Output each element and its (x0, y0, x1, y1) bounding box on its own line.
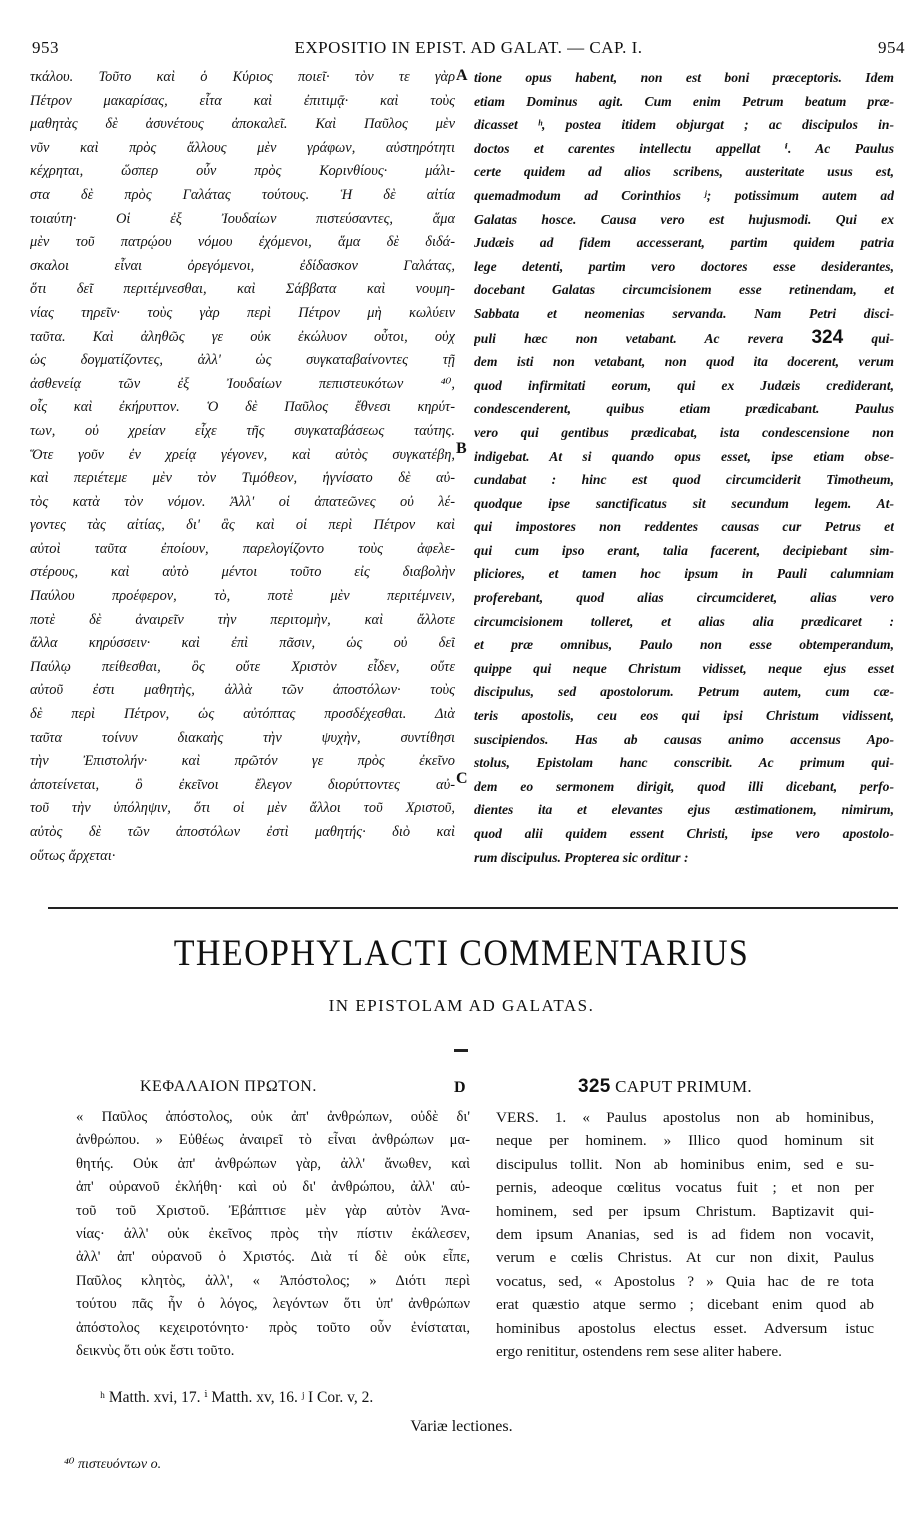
greek-line: τοῦ τὴν ὑπόληψιν, ὅτι οἱ μὲν ἄλλοι τοῦ Χριστοῦ, (30, 800, 455, 817)
greek-line: ποτὲ δὲ ἀναιρεῖν τὴν περιτομὴν, καὶ ἄλλοτε (30, 611, 455, 628)
latin-line: neque per hominem. » Illico quod hominum sit (496, 1132, 874, 1150)
latin-line: puli hæc non vetabant. Ac revera 324 qui- (474, 326, 894, 348)
greek-line: ἀσθενείᾳ τῶν ἐξ Ἰουδαίων πεπιστευκότων ⁴⁰, (30, 375, 455, 392)
latin-line: etiam Dominus agit. Cum enim Petrum beatum præ- (474, 93, 894, 109)
variae-lectiones-heading: Variæ lectiones. (410, 1418, 513, 1435)
margin-marker-d: D (454, 1079, 466, 1096)
latin-line: ergo renititur, ostendens rem sese aliter habere. (496, 1343, 782, 1361)
greek-line: σκαλοι εἶναι ὀρεγόμενοι, ἐδίδασκον Γαλάτας, (30, 257, 455, 274)
latin-line: tione opus habent, non est boni præceptoris. Idem (474, 70, 894, 85)
greek-column-top (30, 66, 455, 886)
greek-line: μὲν τοῦ πατρῴου νόμου ἐχόμενοι, ἅμα δὲ διδά- (30, 234, 455, 251)
chapter-heading-latin-text: CAPUT PRIMUM. (615, 1077, 752, 1096)
greek-line: ἀπόστολος κεχειροτόνητο· πρὸς τοῦτο οὖν ἐνίσταται, (76, 1319, 470, 1336)
greek-line: ἀπ' οὐρανοῦ ἐκλήθη· καὶ οὐ δι' ἀνθρώπου, ἀλλ' αὐ- (76, 1179, 470, 1196)
greek-line: τὴν Ἐπιστολήν· καὶ πρῶτόν γε πρὸς ἐκεῖνο (30, 753, 455, 770)
latin-line: quod infirmitati eorum, qui ex Judæis crediderant, (474, 377, 894, 393)
latin-line: discipulus, sed apostolorum. Petrum autem, cum cæ- (474, 684, 894, 700)
greek-line: ἀλλ' ἀπ' οὐρανοῦ ὁ Χριστός. Διὰ τί δὲ οὐκ εἶπε, (76, 1249, 470, 1266)
latin-line: Galatas hosce. Causa vero est hujusmodi. Qui ex (474, 211, 894, 227)
latin-line: pernis, adeoque cœlitus vocatus fuit ; et non per (496, 1179, 874, 1197)
latin-line: rum discipulus. Propterea sic orditur : (474, 849, 689, 865)
greek-line: οὕτως ἄρχεται· (30, 847, 116, 864)
latin-column-top (474, 66, 894, 886)
commentary-subtitle: IN EPISTOLAM AD GALATAS. (328, 996, 595, 1015)
greek-line: ἄλλα κηρύσσειν· καὶ ἐπὶ πᾶσιν, ὡς οὐ δεῖ (30, 635, 455, 652)
greek-line: τὸς κατὰ τὸν νόμον. Ἀλλ' οἱ ἀπατεῶνες οὐ λέ- (30, 493, 455, 510)
greek-line: οἷς καὶ ἐκήρυττον. Ὁ δὲ Παῦλος ἔθνεσι κηρύτ- (30, 399, 455, 416)
latin-column-bottom (496, 1106, 874, 1381)
latin-line: quemadmodum ad Corinthios ʲ; potissimum autem ad (474, 187, 894, 203)
margin-marker-b: B (456, 440, 467, 457)
latin-line: discipulus tollit. Non ab hominibus enim, sed e su- (496, 1155, 874, 1173)
latin-line: et præ omnibus, Paulo non esse obtemperandum, (474, 637, 894, 653)
latin-line: vero qui gentibus prædicabat, ista condescensione non (474, 424, 894, 440)
greek-line: Παῦλος κλητὸς, ἀλλ', « Ἀπόστολος; » Διότι περὶ (76, 1272, 470, 1289)
greek-line: γοντες τὰς αἰτίας, δι' ἃς καὶ οἱ περὶ Πέτρον καὶ (30, 517, 455, 534)
greek-line: Πέτρον μακαρίσας, εἶτα καὶ ἐπιτιμᾷ· καὶ τοὺς (30, 92, 455, 109)
latin-line: doctos et carentes intellectu appellat ⁱ. Ac Paulus (474, 140, 894, 156)
latin-line: dem isti non vetabant, non quod ita docerent, verum (474, 354, 894, 370)
greek-line: αὐτοὶ ταῦτα ἐποίουν, παρελογίζοντο τοὺς ἀφελε- (30, 540, 455, 557)
latin-line: dem eo sermonem dirigit, quod illi dicebant, perfo- (474, 778, 894, 794)
running-title: EXPOSITIO IN EPIST. AD GALAT. — CAP. I. (294, 38, 643, 57)
section-rule (48, 907, 898, 909)
latin-line: erat quæstio atque sermo ; dicebant enim quod ab (496, 1296, 874, 1314)
greek-line: κέχρηται, ὥσπερ οὖν πρὸς Κορινθίους· μάλι- (30, 163, 455, 180)
greek-line: νῦν καὶ πρὸς ἄλλους μὲν γράφων, αὐστηρότητι (30, 139, 455, 156)
latin-line: condescenderent, quibus etiam prædicabant. Paulus (474, 401, 894, 417)
column-number-324: 324 (811, 326, 844, 348)
greek-line: τοῦ τοῦ Χριστοῦ. Ἐβάπτισε μὲν γὰρ αὐτὸν Ἀνα- (76, 1202, 470, 1219)
greek-line: « Παῦλος ἀπόστολος, οὐκ ἀπ' ἀνθρώπων, οὐδὲ δι' (76, 1109, 470, 1125)
latin-line: circumcisionem tolleret, et alias alia prædicaret : (474, 613, 894, 629)
greek-line: ἀποτείνεται, ὃ ἐκεῖνοι ἔλεγον διορύττοντες αὐ- (30, 776, 455, 793)
page-number-left: 953 (32, 38, 59, 57)
greek-line: ταῦτα τοίνυν διακαὴς τὴν ψυχὴν, συντίθησι (30, 729, 455, 746)
short-rule (454, 1049, 468, 1052)
greek-line: των, οὐ χρείαν εἶχε τῆς συγκαταβάσεως ταύτης. (30, 422, 455, 439)
variant-reading: ⁴⁰ πιστευόντων ο. (64, 1457, 162, 1472)
latin-line: proferebant, quod alias circumcideret, alias vero (474, 590, 894, 606)
latin-line: quodque ipse sanctificatus sit secundum legem. At- (474, 495, 894, 511)
latin-line: stolus, Epistolam hanc conscribit. Ac primum qui- (474, 755, 894, 771)
greek-line: τούτου πᾶς ἦν ὁ λόγος, λεγόντων ὅτι ὑπ' ἀνθρώπων (76, 1296, 470, 1313)
greek-line: νίας· ἀλλ' οὐκ ἐκεῖνος πρὸς τὴν πίστιν ἐκάλεσεν, (76, 1226, 470, 1243)
latin-line: teris apostolis, ceu eos qui ipsi Christum vidissent, (474, 708, 894, 724)
latin-line: quod alii quidem essent Christi, ipse vero apostolo- (474, 826, 894, 841)
latin-line: dem ipsum Ananias, sed is ad fidem non vocavit, (496, 1226, 874, 1244)
chapter-heading-latin (578, 1076, 752, 1098)
latin-line: VERS. 1. « Paulus apostolus non ab hominibus, (496, 1109, 874, 1126)
latin-line: vocatus, sed, « Apostolus ? » Quia hac de re tota (496, 1272, 874, 1290)
chapter-heading-greek: ΚΕΦΑΛΑΙΟΝ ΠΡΩΤΟΝ. (140, 1078, 317, 1095)
running-head (32, 38, 905, 60)
latin-line: qui impostores non reddentes causas cur Petrus et (474, 519, 894, 535)
greek-line: θητής. Οὐκ ἀπ' ἀνθρώπων γὰρ, ἀλλ' ἄνωθεν, καὶ (76, 1155, 470, 1172)
latin-line: suscipiendos. Has ab causas animo accensus Apo- (474, 731, 894, 747)
greek-line: δεικνὺς ὅτι οὐκ ἔστι τοῦτο. (76, 1343, 235, 1360)
greek-line: τοιαύτη· Οἱ ἐξ Ἰουδαίων πιστεύσαντες, ἅμα (30, 210, 455, 227)
latin-line-continuation: qui- (843, 330, 894, 346)
latin-line: hominibus apostolus electus esset. Adversum istuc (496, 1319, 874, 1337)
page-number-right: 954 (878, 38, 905, 57)
margin-marker-a: A (456, 67, 468, 84)
latin-line: hominem, sed per ipsum Christum. Baptizavit qui- (496, 1202, 874, 1220)
greek-line: δὲ περὶ Πέτρον, ὡς αὐτόπτας προσδέχεσθαι. Διὰ (30, 706, 455, 723)
greek-line: μαθητὰς δὲ ἀσυνέτους ἀποκαλεῖ. Καὶ Παῦλος μὲν (30, 116, 455, 133)
greek-column-bottom (76, 1106, 470, 1381)
latin-line: pliciores, et tamen hoc ipsum in Pauli calumniam (474, 566, 894, 582)
greek-line: ταῦτα. Καὶ ἀληθῶς γε οὐκ ἐκώλυον οὗτοι, οὐχ (30, 328, 455, 345)
latin-line: docebant Galatas circumcisionem esse retinendam, et (474, 282, 894, 298)
greek-line: τκάλου. Τοῦτο καὶ ὁ Κύριος ποιεῖ· τὸν τε γὰρ (30, 69, 455, 85)
latin-line: Sabbata et neomenias servanda. Nam Petri disci- (474, 305, 894, 321)
greek-line: καὶ περιέτεμε μὲν τὸν Τιμόθεον, ἡγνίσατο δὲ αὐ- (30, 470, 455, 487)
greek-line: ὅτι δεῖ περιτέμνεσθαι, καὶ Σάββατα καὶ νουμη- (30, 281, 455, 298)
greek-line: ἀνθρώπου. » Εὐθέως ἀναιρεῖ τὸ εἶναι ἀνθρώπων μα- (76, 1132, 470, 1149)
latin-line: cundabat : hinc est quod circumciderit Timotheum, (474, 472, 894, 488)
latin-line: lege detenti, partim vero doctores esse desiderantes, (474, 258, 894, 274)
latin-line: indigebat. At si quando opus esset, ipse etiam obse- (474, 448, 894, 464)
latin-line: dicasset ʰ, postea itidem objurgat ; ac discipulos in- (474, 117, 894, 133)
greek-line: στα δὲ πρὸς Γαλάτας τούτους. Ἡ δὲ αἰτία (30, 186, 455, 203)
greek-line: στέρους, καὶ αὐτὸ μέντοι τοῦτο εἰς διαβολὴν (30, 564, 455, 581)
latin-line: qui cum ipso erant, talia facerent, decipiebant sim- (474, 542, 894, 558)
latin-line: verum e cœlis Christus. At cur non dixit, Paulus (496, 1249, 874, 1267)
greek-line: αὐτοῦ ἐστι μαθητὴς, ἀλλὰ τῶν ἀποστόλων· τοὺς (30, 682, 455, 699)
latin-line: Judæis ad fidem accesserant, partim quidem patria (474, 235, 894, 251)
greek-line: Παύλου προέφερον, τὸ, ποτὲ μὲν περιτέμνειν, (30, 588, 455, 605)
greek-line: νίας τηρεῖν· τοὺς γὰρ περὶ Πέτρον μὴ κωλύειν (30, 304, 455, 321)
latin-line: certe quidem ad alios scribens, austeritate usus est, (474, 164, 894, 180)
column-number-325: 325 (578, 1076, 611, 1097)
footnotes: ʰ Matth. xvi, 17. ⁱ Matth. xv, 16. ʲ I Cor. v, 2. (100, 1389, 374, 1406)
latin-line: quippe qui neque Christum vidisset, neque ejus esset (474, 660, 894, 676)
greek-line: ὡς δογματίζοντες, ἀλλ' ὡς συγκαταβαίνοντες τῇ (30, 352, 455, 369)
greek-line: αὐτὸς δὲ τῶν ἀποστόλων ἐστὶ μαθητής· διὸ καὶ (30, 824, 455, 840)
greek-line: Ὅτε γοῦν ἐν χρείᾳ γέγονεν, καὶ αὐτὸς συγκατέβη, (30, 446, 455, 463)
commentary-title: THEOPHYLACTI COMMENTARIUS (173, 933, 750, 974)
margin-marker-c: C (456, 770, 468, 787)
latin-line: dientes ita et elevantes ejus æstimationem, nimirum, (474, 802, 894, 818)
greek-line: Παύλῳ πείθεσθαι, ὃς οὔτε Χριστὸν εἶδεν, οὔτε (30, 658, 455, 675)
